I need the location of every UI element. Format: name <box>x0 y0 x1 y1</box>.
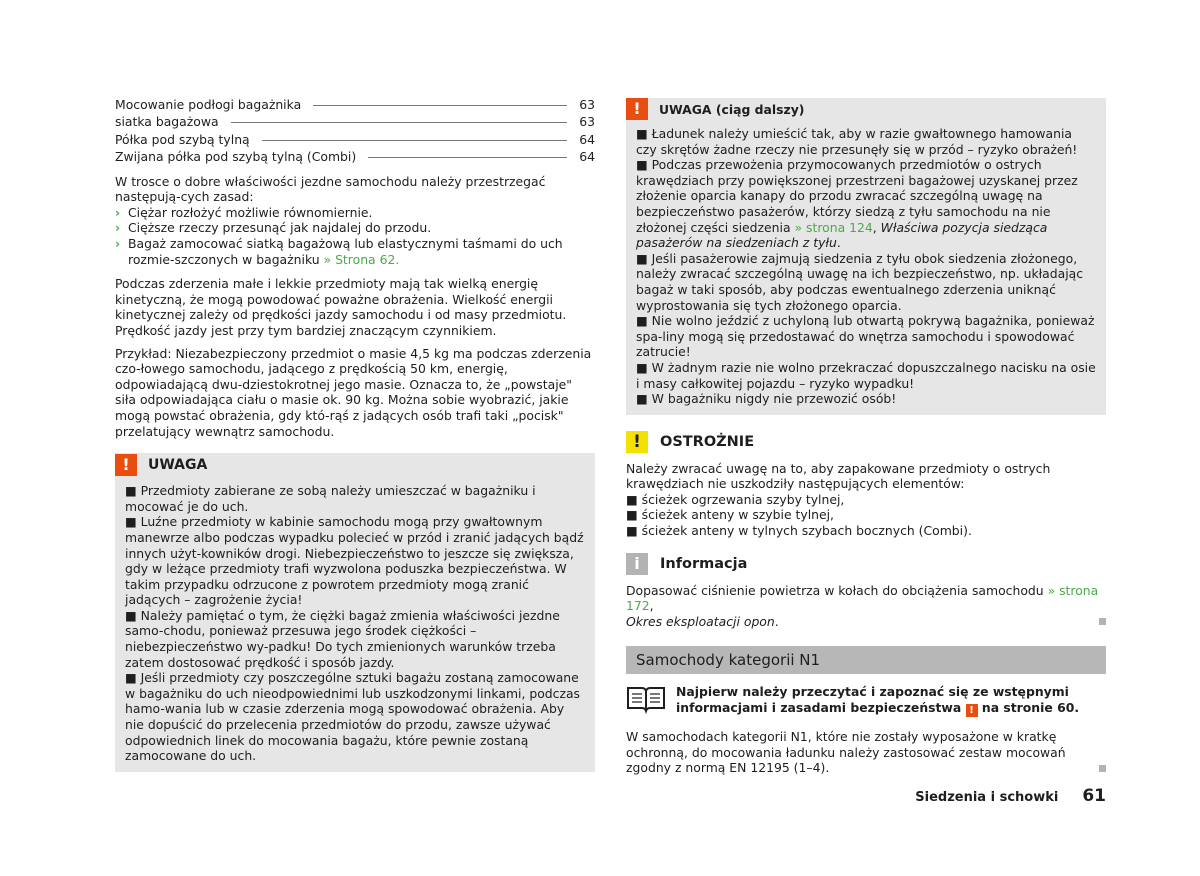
warning-icon: ! <box>966 704 978 717</box>
toc-item[interactable] <box>115 131 595 148</box>
warning-icon: ! <box>626 98 648 120</box>
warning-item: ■ W bagażniku nigdy nie przewozić osób! <box>636 391 897 407</box>
list-item: ■ ścieżek ogrzewania szyby tylnej, <box>626 491 845 507</box>
arrow-icon: › <box>115 236 121 251</box>
right-column <box>626 98 1106 776</box>
rule-text: Bagaż zamocować siatką bagażową lub elastycznymi taśmami do uch rozmie-szczonych w bagażniku <box>128 236 563 267</box>
warning-body <box>626 120 1106 415</box>
section-end-marker <box>1099 618 1106 625</box>
arrow-icon: › <box>115 220 121 236</box>
period: . <box>836 235 841 251</box>
warning-item <box>636 157 1096 251</box>
toc-page: 63 <box>579 114 595 130</box>
warning-item: ■ Przedmioty zabierane ze sobą należy umieszczać w bagażniku i mocować je do uch. <box>125 483 536 514</box>
toc-page: 64 <box>579 149 595 165</box>
toc-leader <box>313 105 567 106</box>
left-column <box>115 96 595 772</box>
list-item: ■ ścieżek anteny w szybie tylnej, <box>626 507 834 523</box>
toc-label: Półka pod szybą tylną <box>115 131 250 147</box>
caution-title: OSTROŻNIE <box>660 433 755 450</box>
period: . <box>774 613 779 629</box>
info-body <box>626 583 1106 630</box>
warning-icon: ! <box>115 454 137 476</box>
list-item <box>115 220 595 236</box>
list-item <box>115 205 595 221</box>
section-reference: Okres eksploatacji opon <box>626 613 775 629</box>
warning-item: ■ Jeśli przedmioty czy poszczególne sztuki bagażu zostaną zamocowane w bagażniku do uch nieodpowiednimi lub uszkodzonymi linkami, podczas hamo-wania lub w czasie zderzenia mogą spowodować obrażenia. Aby nie dopuścić do przelecenia przedmiotów do przodu, zawsze używać odpowiednich linek do mocowania bagażu, które pewnie zostaną zamocowane do uch. <box>125 670 581 764</box>
toc-leader <box>368 157 567 158</box>
page-link[interactable]: » strona 172 <box>626 582 1099 614</box>
note-text: na stronie 60. <box>977 700 1080 716</box>
rule-text: Ciężar rozłożyć możliwie równomiernie. <box>128 204 373 220</box>
toc-item[interactable] <box>115 148 595 165</box>
section-paragraph: W samochodach kategorii N1, które nie zostały wyposażone w kratkę ochronną, do mocowania ładunku należy zastosować zestaw mocowań zgodny z normą EN 12195 (1–4). <box>626 729 1066 776</box>
toc-page: 63 <box>579 97 595 112</box>
read-first-text <box>676 684 1106 717</box>
warning-box <box>115 453 595 772</box>
warning-item: ■ Ładunek należy umieścić tak, aby w razie gwałtownego hamowania czy skrętów żadne rzeczy nie przesunęły się w przód – ryzyko obrażeń! <box>636 126 1078 157</box>
page-number: 61 <box>1082 786 1106 806</box>
toc-leader <box>231 122 567 123</box>
warning-item: ■ Jeśli pasażerowie zajmują siedzenia z tyłu obok siedzenia złożonego, należy zwracać szczególną uwagę na ich bezpieczeństwo, np. układając bagaż w taki sposób, aby podczas ewentualnego zderzenia uniknąć wyprostowania się tych złożonego oparcia. <box>636 250 1084 313</box>
warning-item: ■ Nie wolno jeździć z uchyloną lub otwartą pokrywą bagażnika, ponieważ spa-liny mogą się przedostawać do wnętrza samochodu i spowodować zatrucie! <box>636 313 1095 360</box>
separator: , <box>649 598 654 614</box>
warning-item: ■ Należy pamiętać o tym, że ciężki bagaż zmienia właściwości jezdne samo-chodu, ponieważ przesuwa jego środek ciężkości – niebezpieczeństwo wy-padku! Do tych zmienionych warunków trzeba zatem dostosować prędkość i sposób jazdy. <box>125 607 560 670</box>
warning-item: ■ W żadnym razie nie wolno przekraczać dopuszczalnego nacisku na osie i masy całkowitej pojazdu – ryzyko wypadku! <box>636 359 1096 391</box>
page-footer <box>626 786 1106 806</box>
toc-page: 64 <box>579 131 595 147</box>
warning-item-text: ■ Podczas przewożenia przymocowanych przedmiotów o ostrych krawędziach przy powiększonej przestrzeni bagażowej uzyskanej przez złożenie oparcia kanapy do przodu zwracać szczególną uwagę na bezpieczeństwo pasażerów, którzy siedzą z tyłu samochodu na nie złożonej części siedzenia <box>636 157 1078 235</box>
caution-icon: ! <box>626 431 648 453</box>
toc-label: siatka bagażowa <box>115 114 219 130</box>
intro-lead: W trosce o dobre właściwości jezdne samochodu należy przestrzegać następują-cych zasad: <box>115 173 546 205</box>
page-link[interactable]: » Strona 62. <box>323 251 400 267</box>
arrow-icon: › <box>115 204 121 220</box>
list-item <box>115 236 595 267</box>
warning-header <box>115 453 595 477</box>
rules-list <box>115 205 595 267</box>
note-text: Najpierw należy przeczytać i zapoznać się ze wstępnymi informacjami i zasadami bezpieczeństwa <box>676 684 1069 716</box>
warning-body <box>115 477 595 772</box>
warning-item: ■ Luźne przedmioty w kabinie samochodu mogą przy gwałtownym manewrze albo podczas wypadku polecieć w przód i zranić jadących bądź innych użyt-kowników drogi. Niebezpieczeństwo to jeszcze się zwiększa, gdy w leżące przedmioty trafi wyzwolona poduszka bezpieczeństwa. W takim przypadku odrzucone z powrotem przedmioty mogą zranić jadących – zagrożenie życia! <box>125 514 584 608</box>
caution-lead: Należy zwracać uwagę na to, aby zapakowane przedmioty o ostrych krawędziach nie uszkodziły następujących elementów: <box>626 460 1051 492</box>
caution-header <box>626 431 1106 453</box>
caution-list <box>626 492 1106 539</box>
separator: , <box>872 219 881 235</box>
read-first-note <box>626 684 1106 717</box>
toc-item[interactable] <box>115 96 595 113</box>
paragraph-energy: Podczas zderzenia małe i lekkie przedmioty mają tak wielką energię kinetyczną, że mogą powodować poważne obrażenia. Wielkość energii kinetycznej zależy od prędkości jazdy samochodu i od masy przedmiotu. Prędkość jazdy jest przy tym bardziej znaczącym czynnikiem. <box>115 276 567 338</box>
warning-header <box>626 98 1106 120</box>
warning-title: UWAGA (ciąg dalszy) <box>659 101 805 117</box>
info-header <box>626 553 1106 575</box>
list-item: ■ ścieżek anteny w tylnych szybach bocznych (Combi). <box>626 523 972 539</box>
rule-text: Cięższe rzeczy przesunąć jak najdalej do przodu. <box>128 220 432 236</box>
warning-continued-box <box>626 98 1106 415</box>
section-body <box>626 729 1106 776</box>
section-end-marker <box>1099 765 1106 772</box>
paragraph-example: Przykład: Niezabezpieczony przedmiot o masie 4,5 kg ma podczas zderzenia czo-łowego samochodu, jadącego z prędkością 50 km, energię, odpowiadającą dwu-dziestokrotnej jego masie. Oznacza to, że „powstaje" siła odpowiadająca ciału o masie ok. 90 kg. Można sobie wyobrazić, jakie mogą powstać obrażenia, gdy któ-rąś z jadących osób trafi taki „pocisk" przelatujący wewnątrz samochodu. <box>115 345 592 439</box>
book-icon <box>626 684 666 714</box>
toc <box>115 96 595 166</box>
warning-title: UWAGA <box>148 457 208 474</box>
toc-item[interactable] <box>115 113 595 130</box>
info-sentence: Dopasować ciśnienie powietrza w kołach do obciążenia samochodu <box>626 582 1048 598</box>
section-heading: Samochody kategorii N1 <box>636 651 821 670</box>
toc-label: Zwijana półka pod szybą tylną (Combi) <box>115 149 357 165</box>
page-link[interactable]: » strona 124 <box>794 219 873 235</box>
toc-label: Mocowanie podłogi bagażnika <box>115 97 302 112</box>
footer-section-title: Siedzenia i schowki <box>915 790 1059 805</box>
info-text <box>626 583 1106 630</box>
section-heading-bar <box>626 646 1106 674</box>
info-title: Informacja <box>660 555 748 572</box>
info-icon: i <box>626 553 648 575</box>
toc-leader <box>262 140 567 141</box>
section-reference: Właściwa pozycja siedząca pasażerów na siedzeniach z tyłu <box>636 219 1048 251</box>
